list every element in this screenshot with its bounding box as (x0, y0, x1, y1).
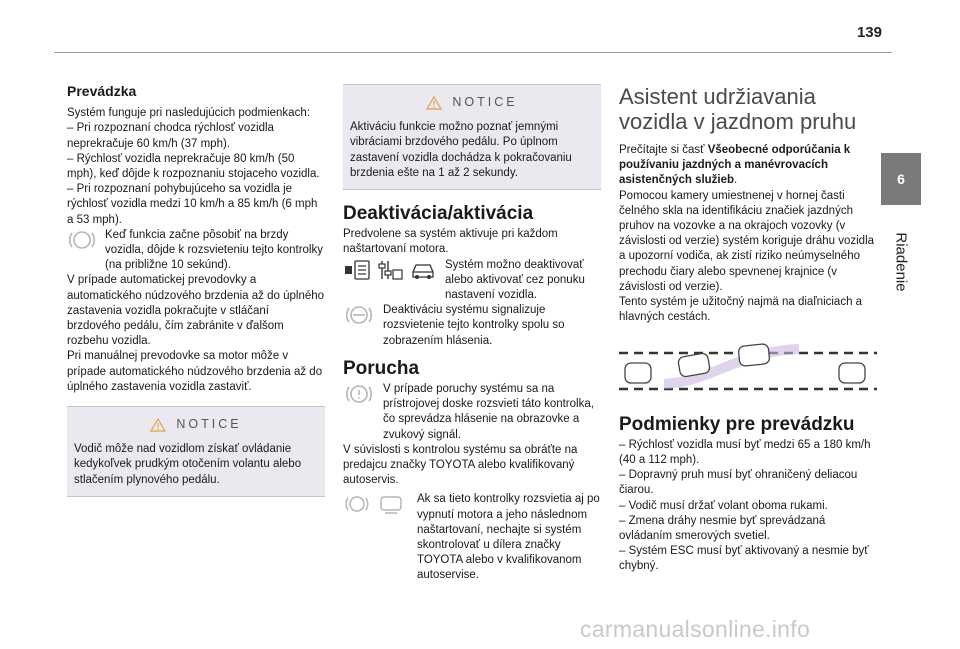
conditions-heading: Podmienky pre prevádzku (619, 413, 855, 435)
intro-prefix: Prečítajte si časť (619, 144, 708, 156)
condition-bullet: – Pri rozpoznaní pohybujúceho sa vozidla je rýchlosť vozidla medzi 10 km/h a 85 km/h (6 mph a 53 mph). (67, 183, 318, 226)
vehicle-settings-icon (343, 258, 371, 282)
intro-reference: Všeobecné odporúčania k používaniu jazdných a manévrovacích asistenčných služieb (619, 144, 851, 187)
fault-telltale-block (343, 382, 601, 443)
fault-telltale-block-2 (343, 492, 601, 583)
warning-lights-pair-icon (343, 492, 409, 516)
fault-telltale-text-2: Ak sa tieto kontrolky rozsvietia aj po vypnutí motora a jeho následnom naštartovaní, nechajte si systém skontrolovať u dílera značky TOYOTA alebo v kvalifikovanom autoservise. (417, 493, 600, 582)
notice-header (74, 417, 318, 432)
brake-off-warning-light-icon (343, 303, 375, 327)
settings-icons (343, 258, 437, 304)
operation-heading: Prevádzka (67, 83, 137, 99)
column-1 (67, 84, 325, 497)
column-2 (343, 84, 601, 584)
condition-item: – Systém ESC musí byť aktivovaný a nesmie byť chybný. (619, 545, 869, 573)
sliders-menu-icon (376, 258, 404, 282)
chapter-tab[interactable]: 6 (881, 153, 921, 205)
fault-heading: Porucha (343, 357, 420, 379)
section-title: Asistent udržiavania vozidla v jazdnom pruhu (619, 84, 857, 134)
deactivation-menu-text: Systém možno deaktivovať alebo aktivovať cez ponuku nastavení vozidla. (445, 258, 585, 302)
fault-telltale-text: V prípade poruchy systému sa na prístrojovej doske rozsvieti táto kontrolka, čo sprevádza hlásenie na obrazovke a zvukový signál. (383, 383, 594, 441)
notice-text: Aktiváciu funkcie možno poznať jemnými vibráciami brzdového pedálu. Po úplnom zastavení vozidla dochádza k pokračovaniu brzdenia ešte na 1 až 2 sekundy. (350, 121, 572, 179)
brake-telltale-block (67, 228, 325, 274)
notice-header (350, 95, 594, 110)
condition-bullet: – Rýchlosť vozidla neprekračuje 80 km/h (50 mph), keď dôjde k rozpoznaniu stojaceho vozidla. (67, 152, 320, 181)
notice-title: NOTICE (176, 417, 242, 432)
warning-triangle-icon (426, 96, 442, 110)
intro-suffix: . (734, 174, 738, 187)
deactivation-intro: Predvolene sa systém aktivuje pri každom naštartovaní motora. (343, 228, 558, 256)
operation-intro: Systém funguje pri nasledujúcich podmienkach: (67, 107, 310, 120)
condition-item: – Dopravný pruh musí byť ohraničený deliacou čiarou. (619, 469, 858, 497)
notice-text: Vodič môže nad vozidlom získať ovládanie kedykoľvek prudkým otočením volantu alebo stlačením plynového pedálu. (74, 443, 302, 486)
watermark: carmanualsonline.info (580, 616, 811, 642)
manual-gearbox-text: Pri manuálnej prevodovke sa motor môže v prípade automatického núdzového brzdenia až do úplného zastavenia vozidla zastaviť. (67, 350, 323, 393)
section-body-1: Pomocou kamery umiestnenej v hornej časti čelného skla na identifikáciu značiek jazdných pruhov na vozovke a na okrajoch vozovky (v závislosti od verzie) systém koriguje dráhu vozidla a upozorní vodiča, ak zistí riziko neúmyselného prechodu čiary alebo spevnenej krajnice (v závislosti od verzie). (619, 189, 875, 293)
condition-bullet: – Pri rozpoznaní chodca rýchlosť vozidla neprekračuje 60 km/h (37 mph). (67, 122, 274, 150)
condition-item: – Rýchlosť vozidla musí byť medzi 65 a 180 km/h (40 a 112 mph). (619, 438, 871, 467)
header-rule (54, 52, 892, 53)
notice-title: NOTICE (452, 95, 518, 109)
section-body-2: Tento systém je užitočný najmä na diaľniciach a hlavných cestách. (619, 296, 863, 324)
fault-warning-light-icon (343, 382, 375, 406)
notice-box (67, 406, 325, 497)
warning-triangle-icon (150, 418, 166, 432)
lane-keeping-illustration (619, 339, 877, 397)
chapter-label: Riadenie (892, 232, 910, 292)
settings-menu-block (343, 258, 601, 304)
deactivation-heading: Deaktivácia/aktivácia (343, 203, 534, 225)
chapter-label-wrap (888, 222, 914, 302)
notice-box (343, 84, 601, 190)
deactivation-telltale-block (343, 303, 601, 349)
fault-dealer-text: V súvislosti s kontrolou systému sa obráťte na predajcu značky TOYOTA alebo kvalifikovaný autoservis. (343, 443, 578, 487)
column-3 (619, 84, 877, 575)
brake-warning-light-icon (67, 228, 97, 252)
car-driving-aids-icon (409, 258, 437, 282)
brake-telltale-text: Keď funkcia začne pôsobiť na brzdy vozidla, dôjde k rozsvieteniu tejto kontrolky (na približne 10 sekúnd). (105, 228, 323, 272)
automatic-gearbox-text: V prípade automatickej prevodovky a automatického núdzového brzdenia až do úplného zastavenia vozidla pokračujte v stláčaní brzdového pedálu, čím zabránite v ďalšom rozbehu vozidla. (67, 274, 325, 348)
condition-item: – Vodič musí držať volant oboma rukami. (619, 499, 828, 512)
condition-item: – Zmena dráhy nesmie byť sprevádzaná ovládaním smerových svetiel. (619, 514, 826, 543)
deactivation-telltale-text: Deaktiváciu systému signalizuje rozsvietenie tejto kontrolky spolu so zobrazením hlásenia. (383, 304, 565, 347)
page-number: 139 (856, 24, 882, 41)
section-intro (619, 143, 877, 189)
